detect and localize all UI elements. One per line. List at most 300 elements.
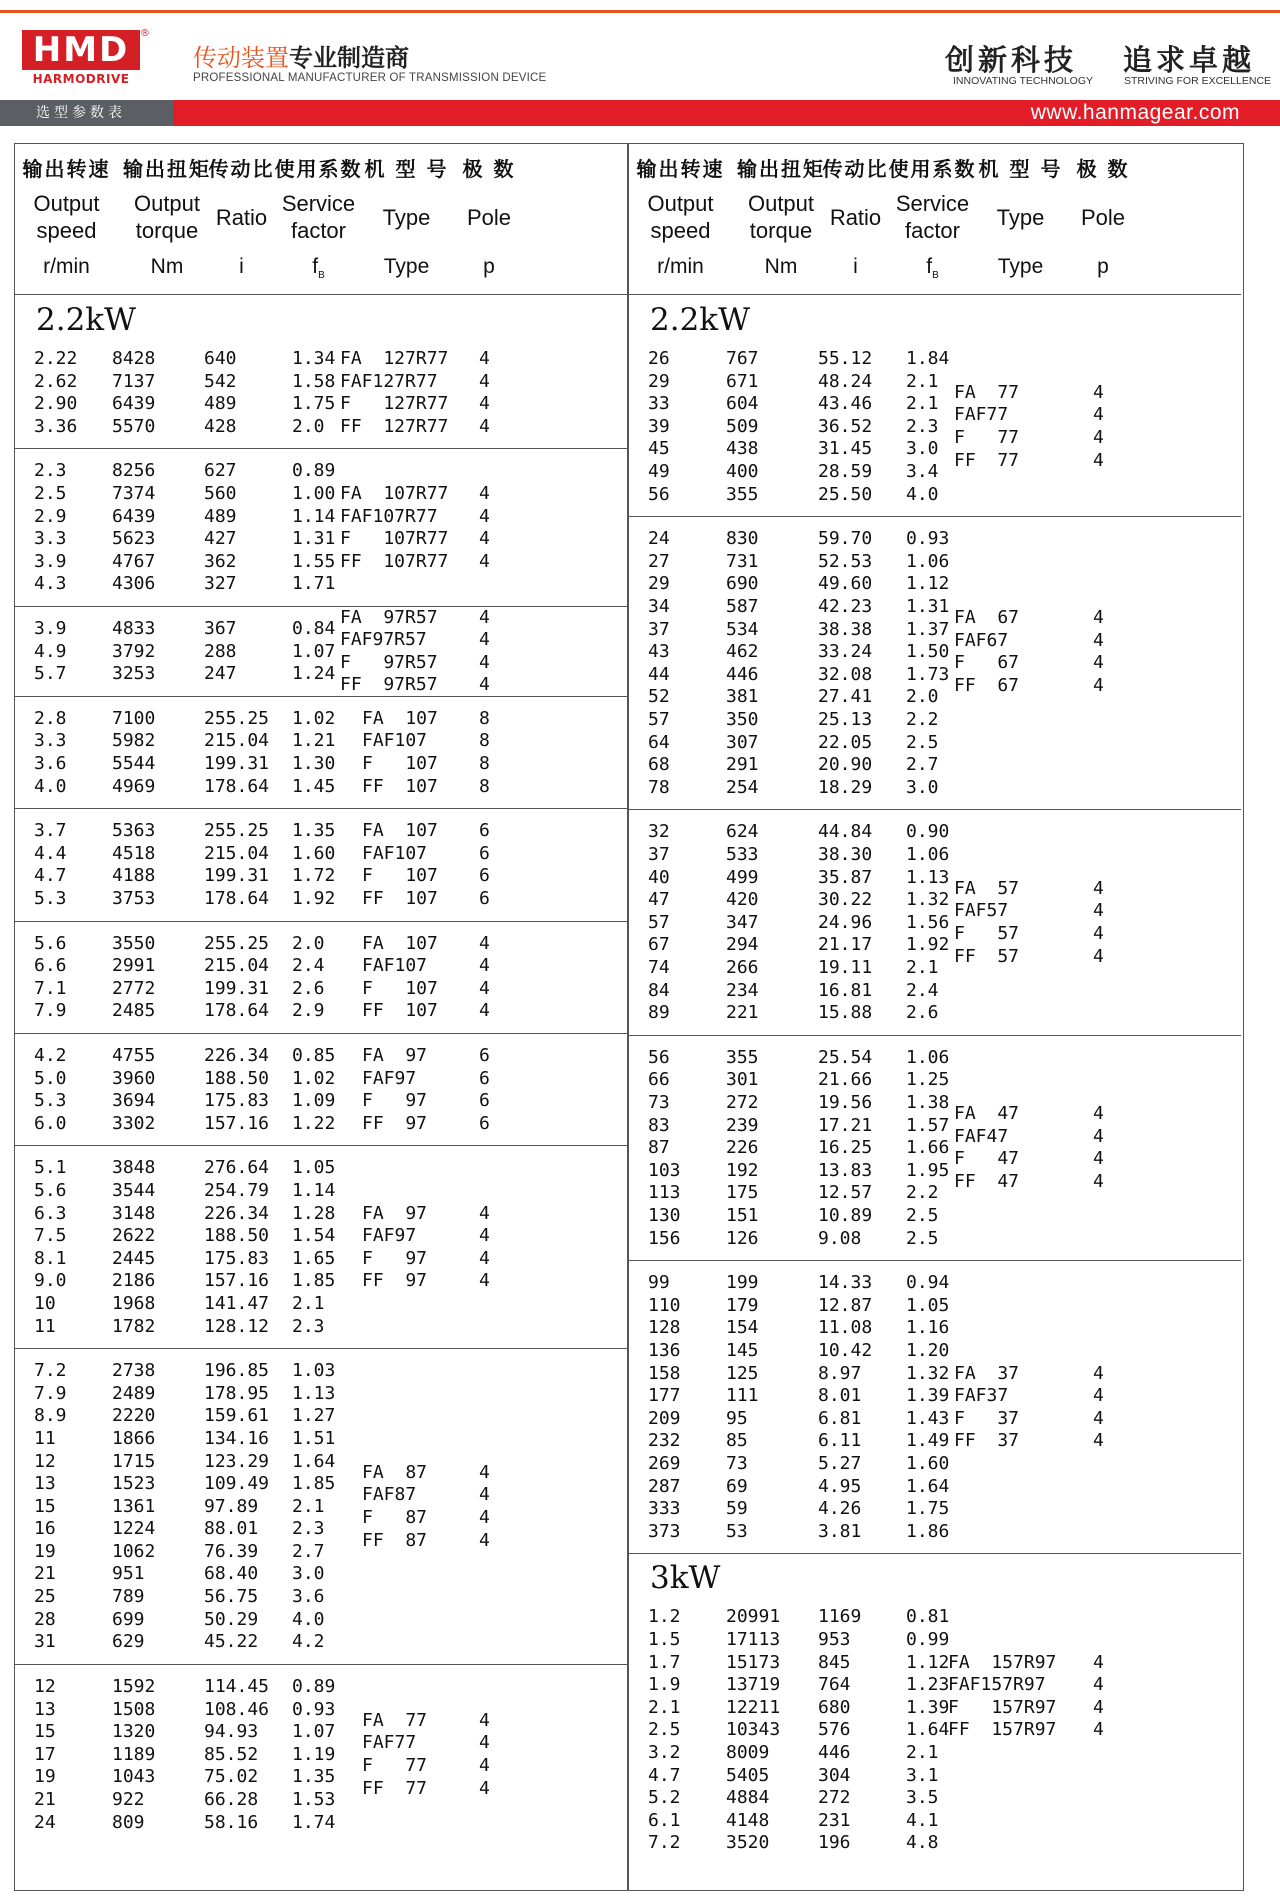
torque-cell: 2738 <box>112 1360 156 1382</box>
speed-cell: 4.7 <box>34 865 67 887</box>
power-title: 2.2kW <box>650 302 750 338</box>
column-header-en <box>628 189 733 245</box>
speed-cell: 33 <box>648 393 670 415</box>
type-cell: FF 127R77 <box>340 415 449 437</box>
ratio-cell: 764 <box>818 1674 851 1696</box>
torque-cell: 12211 <box>726 1696 781 1718</box>
factor-cell: 1.54 <box>292 1225 336 1247</box>
torque-cell: 533 <box>726 843 759 865</box>
type-cell: F 107 <box>362 752 438 774</box>
factor-cell: 1.66 <box>906 1137 950 1159</box>
speed-cell: 78 <box>648 776 670 798</box>
pole-cell: 4 <box>479 651 490 673</box>
column-header-en-text: Service factor <box>281 191 356 243</box>
ratio-cell: 6.81 <box>818 1407 862 1429</box>
type-row <box>628 630 1241 653</box>
factor-cell: 3.0 <box>292 1563 325 1585</box>
type-row <box>14 1225 627 1248</box>
type-row <box>628 946 1241 969</box>
company-logo <box>22 28 150 88</box>
model-group <box>628 1554 1241 1866</box>
factor-cell: 1.20 <box>906 1339 950 1361</box>
speed-cell: 52 <box>648 686 670 708</box>
ratio-cell: 42.23 <box>818 595 873 617</box>
speed-cell: 4.4 <box>34 842 67 864</box>
speed-cell: 5.7 <box>34 663 67 685</box>
factor-cell: 1.19 <box>292 1743 336 1765</box>
speed-cell: 209 <box>648 1407 681 1429</box>
torque-cell: 145 <box>726 1339 759 1361</box>
column-header-symbol: Type <box>383 255 430 278</box>
model-group <box>14 809 627 921</box>
table-row <box>14 573 627 596</box>
column-header-en-text: Output speed <box>33 191 100 243</box>
factor-cell: 1.06 <box>906 550 950 572</box>
torque-cell: 1320 <box>112 1721 156 1743</box>
torque-cell: 307 <box>726 731 759 753</box>
torque-cell: 2622 <box>112 1225 156 1247</box>
factor-cell: 1.56 <box>906 911 950 933</box>
ratio-cell: 6.11 <box>818 1430 862 1452</box>
pole-cell: 6 <box>479 842 490 864</box>
torque-cell: 179 <box>726 1294 759 1316</box>
type-row <box>628 1103 1241 1126</box>
factor-cell: 1.25 <box>906 1069 950 1091</box>
torque-cell: 199 <box>726 1272 759 1294</box>
torque-cell: 10343 <box>726 1719 781 1741</box>
torque-cell: 3148 <box>112 1202 156 1224</box>
speed-cell: 12 <box>34 1450 56 1472</box>
type-cell: FA 157R97 <box>948 1651 1057 1673</box>
pole-cell: 4 <box>1093 877 1104 899</box>
pole-cell: 8 <box>479 775 490 797</box>
speed-cell: 12 <box>34 1675 56 1697</box>
ratio-cell: 157.16 <box>204 1112 270 1134</box>
table-row <box>14 1609 627 1632</box>
torque-cell: 420 <box>726 889 759 911</box>
table-row <box>628 844 1241 867</box>
torque-cell: 509 <box>726 415 759 437</box>
ratio-cell: 58.16 <box>204 1811 259 1833</box>
factor-cell: 3.5 <box>906 1787 939 1809</box>
pole-cell: 4 <box>1093 629 1104 651</box>
factor-cell: 1.31 <box>906 595 950 617</box>
factor-cell: 1.85 <box>292 1473 336 1495</box>
ratio-cell: 14.33 <box>818 1272 873 1294</box>
speed-cell: 103 <box>648 1159 681 1181</box>
factor-cell: 1.53 <box>292 1788 336 1810</box>
speed-cell: 21 <box>34 1788 56 1810</box>
type-row <box>14 933 627 956</box>
type-block <box>14 1203 627 1293</box>
factor-cell: 1.43 <box>906 1407 950 1429</box>
ratio-cell: 68.40 <box>204 1563 259 1585</box>
torque-cell: 381 <box>726 686 759 708</box>
type-cell: FF 37 <box>954 1430 1020 1452</box>
factor-cell: 3.6 <box>292 1586 325 1608</box>
type-row <box>628 404 1241 427</box>
ratio-cell: 953 <box>818 1628 851 1650</box>
torque-cell: 5363 <box>112 820 156 842</box>
factor-cell: 1.35 <box>292 820 336 842</box>
torque-cell: 2489 <box>112 1382 156 1404</box>
pole-cell: 4 <box>1093 381 1104 403</box>
ratio-cell: 255.25 <box>204 707 270 729</box>
type-cell: FA 77 <box>362 1709 428 1731</box>
ratio-cell: 76.39 <box>204 1540 259 1562</box>
column-header-cn: 极 数 <box>1076 157 1130 181</box>
torque-cell: 2445 <box>112 1247 156 1269</box>
table-row <box>14 1405 627 1428</box>
ratio-cell: 215.04 <box>204 955 270 977</box>
section-label: 选型参数表 <box>0 100 173 126</box>
pole-cell: 4 <box>1093 923 1104 945</box>
pole-cell: 4 <box>1093 1651 1104 1673</box>
pole-cell: 4 <box>479 606 490 628</box>
torque-cell: 17113 <box>726 1628 781 1650</box>
type-cell: F 107 <box>362 865 438 887</box>
type-block <box>628 1652 1241 1742</box>
speed-cell: 43 <box>648 641 670 663</box>
type-row <box>628 1430 1241 1453</box>
type-cell: FAF67 <box>954 629 1009 651</box>
column-header-en-text: Output torque <box>133 191 201 243</box>
column-header-en <box>1068 189 1138 245</box>
type-cell: FF 87 <box>362 1529 428 1551</box>
type-block <box>14 820 627 910</box>
type-block <box>14 1462 627 1552</box>
factor-cell: 1.12 <box>906 573 950 595</box>
factor-cell: 0.89 <box>292 1675 336 1697</box>
speed-cell: 29 <box>648 370 670 392</box>
speed-cell: 11 <box>34 1315 56 1337</box>
factor-cell: 0.94 <box>906 1272 950 1294</box>
ratio-cell: 178.64 <box>204 1000 270 1022</box>
model-group <box>14 1034 627 1146</box>
factor-cell: 1.00 <box>292 482 336 504</box>
speed-cell: 28 <box>34 1608 56 1630</box>
table-row <box>14 1676 627 1699</box>
pole-cell: 4 <box>479 505 490 527</box>
speed-cell: 2.8 <box>34 707 67 729</box>
ratio-cell: 141.47 <box>204 1292 270 1314</box>
ratio-cell: 427 <box>204 528 237 550</box>
pole-cell: 4 <box>1093 1125 1104 1147</box>
pole-cell: 4 <box>1093 900 1104 922</box>
brand-name: HARMODRIVE <box>32 72 130 86</box>
type-cell: FF 157R97 <box>948 1719 1057 1741</box>
type-cell: FAF37 <box>954 1385 1009 1407</box>
torque-cell: 4306 <box>112 573 156 595</box>
pole-cell: 4 <box>479 629 490 651</box>
torque-cell: 7137 <box>112 370 156 392</box>
torque-cell: 3253 <box>112 663 156 685</box>
column-header-cn: 输出转速 <box>636 157 725 181</box>
speed-cell: 2.62 <box>34 370 78 392</box>
type-cell: FA 107 <box>362 932 438 954</box>
torque-cell: 6439 <box>112 505 156 527</box>
torque-cell: 1523 <box>112 1473 156 1495</box>
column-header-en-text: Ratio <box>829 204 882 230</box>
table-row <box>14 1157 627 1180</box>
speed-cell: 68 <box>648 754 670 776</box>
torque-cell: 73 <box>726 1452 748 1474</box>
table-row <box>628 1476 1241 1499</box>
type-cell: FAF97R57 <box>340 629 427 651</box>
type-cell: FF 97 <box>362 1270 428 1292</box>
torque-cell: 125 <box>726 1362 759 1384</box>
factor-cell: 2.2 <box>906 708 939 730</box>
type-cell: FA 67 <box>954 607 1020 629</box>
ratio-cell: 8.01 <box>818 1385 862 1407</box>
torque-cell: 85 <box>726 1430 748 1452</box>
table-row <box>628 821 1241 844</box>
type-cell: F 37 <box>954 1407 1020 1429</box>
column-header <box>14 143 627 295</box>
pole-cell: 4 <box>1093 1103 1104 1125</box>
table-row <box>628 1228 1241 1251</box>
factor-cell: 1.74 <box>292 1811 336 1833</box>
type-cell: FA 97 <box>362 1202 428 1224</box>
ratio-cell: 123.29 <box>204 1450 270 1472</box>
type-row <box>14 1484 627 1507</box>
torque-cell: 587 <box>726 595 759 617</box>
type-block <box>14 348 627 438</box>
type-block <box>628 1363 1241 1453</box>
speed-cell: 333 <box>648 1498 681 1520</box>
table-row <box>628 1787 1241 1810</box>
factor-cell: 1.49 <box>906 1430 950 1452</box>
torque-cell: 1189 <box>112 1743 156 1765</box>
speed-cell: 83 <box>648 1114 670 1136</box>
pole-cell: 6 <box>479 1112 490 1134</box>
ratio-cell: 25.54 <box>818 1046 873 1068</box>
torque-cell: 221 <box>726 1002 759 1024</box>
table-row <box>628 754 1241 777</box>
torque-cell: 175 <box>726 1182 759 1204</box>
torque-cell: 2186 <box>112 1270 156 1292</box>
table-row <box>14 460 627 483</box>
type-cell: F 77 <box>954 427 1020 449</box>
type-cell: F 97R57 <box>340 651 438 673</box>
type-cell: F 97 <box>362 1247 428 1269</box>
speed-cell: 7.1 <box>34 977 67 999</box>
ratio-cell: 272 <box>818 1787 851 1809</box>
type-cell: FA 127R77 <box>340 348 449 369</box>
type-row <box>14 1248 627 1271</box>
speed-cell: 3.9 <box>34 550 67 572</box>
torque-cell: 446 <box>726 663 759 685</box>
speed-cell: 15 <box>34 1495 56 1517</box>
type-cell: F 97 <box>362 1090 428 1112</box>
speed-cell: 4.3 <box>34 573 67 595</box>
factor-cell: 0.90 <box>906 821 950 843</box>
type-row <box>14 1203 627 1226</box>
speed-cell: 5.3 <box>34 1090 67 1112</box>
type-row <box>628 1719 1241 1742</box>
factor-cell: 2.7 <box>292 1540 325 1562</box>
speed-cell: 19 <box>34 1540 56 1562</box>
ratio-cell: 288 <box>204 640 237 662</box>
type-row <box>14 1270 627 1293</box>
ratio-cell: 254.79 <box>204 1179 270 1201</box>
torque-cell: 4833 <box>112 617 156 639</box>
speed-cell: 8.9 <box>34 1405 67 1427</box>
factor-cell: 2.3 <box>292 1315 325 1337</box>
column-header-symbol: Nm <box>764 255 798 278</box>
torque-cell: 3848 <box>112 1157 156 1179</box>
ratio-cell: 33.24 <box>818 641 873 663</box>
type-row <box>14 371 627 394</box>
pole-cell: 4 <box>479 348 490 369</box>
factor-cell: 2.7 <box>906 754 939 776</box>
factor-cell: 1.05 <box>292 1157 336 1179</box>
ratio-cell: 25.13 <box>818 708 873 730</box>
ratio-cell: 178.95 <box>204 1382 270 1404</box>
ratio-cell: 188.50 <box>204 1067 270 1089</box>
speed-cell: 24 <box>34 1811 56 1833</box>
speed-cell: 3.6 <box>34 752 67 774</box>
table-row <box>628 1832 1241 1855</box>
slogan2-chinese: 追求卓越 <box>1123 43 1256 77</box>
symbol-subscript: B <box>318 270 325 282</box>
ratio-cell: 31.45 <box>818 438 873 460</box>
ratio-cell: 489 <box>204 393 237 415</box>
torque-cell: 629 <box>112 1631 145 1653</box>
factor-cell: 1.27 <box>292 1405 336 1427</box>
ratio-cell: 16.25 <box>818 1137 873 1159</box>
torque-cell: 294 <box>726 934 759 956</box>
model-group <box>628 810 1241 1035</box>
ratio-cell: 5.27 <box>818 1452 862 1474</box>
torque-cell: 438 <box>726 438 759 460</box>
ratio-cell: 276.64 <box>204 1157 270 1179</box>
factor-cell: 1.92 <box>292 887 336 909</box>
type-row <box>628 675 1241 698</box>
torque-cell: 3520 <box>726 1832 770 1854</box>
type-row <box>14 1113 627 1136</box>
type-block <box>628 1103 1241 1193</box>
torque-cell: 266 <box>726 956 759 978</box>
ratio-cell: 247 <box>204 663 237 685</box>
factor-cell: 4.8 <box>906 1832 939 1854</box>
pole-cell: 4 <box>479 1270 490 1292</box>
factor-cell: 1.64 <box>906 1475 950 1497</box>
ratio-cell: 178.64 <box>204 887 270 909</box>
column-header-cn: 输出扭矩 <box>737 157 825 181</box>
factor-cell: 2.9 <box>292 1000 325 1022</box>
speed-cell: 13 <box>34 1698 56 1720</box>
type-cell: FF 97R57 <box>340 674 438 696</box>
pole-cell: 4 <box>1093 427 1104 449</box>
type-cell: FF 77 <box>362 1777 428 1799</box>
factor-cell: 4.0 <box>292 1608 325 1630</box>
column-header-en-text: Output speed <box>647 191 714 243</box>
ratio-cell: 109.49 <box>204 1473 270 1495</box>
factor-cell: 1.55 <box>292 550 336 572</box>
speed-cell: 57 <box>648 911 670 933</box>
speed-cell: 40 <box>648 866 670 888</box>
speed-cell: 66 <box>648 1069 670 1091</box>
pole-cell: 4 <box>1093 1362 1104 1384</box>
pole-cell: 4 <box>479 1709 490 1731</box>
group-list <box>628 296 1241 1866</box>
ratio-cell: 94.93 <box>204 1721 259 1743</box>
pole-cell: 4 <box>1093 1171 1104 1193</box>
factor-cell: 2.6 <box>292 977 325 999</box>
column-header-en-text: Pole <box>1080 204 1126 230</box>
torque-cell: 5982 <box>112 730 156 752</box>
torque-cell: 15173 <box>726 1651 781 1673</box>
factor-cell: 1.95 <box>906 1159 950 1181</box>
type-cell: F 107R77 <box>340 528 449 550</box>
column-header-cn: 传动比 <box>208 157 275 181</box>
speed-cell: 4.9 <box>34 640 67 662</box>
ratio-cell: 680 <box>818 1696 851 1718</box>
speed-cell: 34 <box>648 595 670 617</box>
table-row <box>628 1453 1241 1476</box>
torque-cell: 7374 <box>112 482 156 504</box>
torque-cell: 6439 <box>112 393 156 415</box>
type-row <box>14 652 627 675</box>
ratio-cell: 11.08 <box>818 1317 873 1339</box>
ratio-cell: 196.85 <box>204 1360 270 1382</box>
factor-cell: 2.6 <box>906 1002 939 1024</box>
speed-cell: 4.2 <box>34 1044 67 1066</box>
speed-cell: 2.5 <box>34 482 67 504</box>
speed-cell: 10 <box>34 1292 56 1314</box>
website-url: www.hanmagear.com <box>1030 101 1240 124</box>
type-row <box>14 865 627 888</box>
factor-cell: 2.0 <box>292 415 325 437</box>
type-row <box>628 1148 1241 1171</box>
slogan1-chinese: 创新科技 <box>945 43 1078 77</box>
model-group <box>628 517 1241 810</box>
type-cell: FAF97 <box>362 1225 417 1247</box>
factor-cell: 2.1 <box>292 1495 325 1517</box>
torque-cell: 604 <box>726 393 759 415</box>
speed-cell: 99 <box>648 1272 670 1294</box>
factor-cell: 2.5 <box>906 731 939 753</box>
speed-cell: 158 <box>648 1362 681 1384</box>
speed-cell: 110 <box>648 1294 681 1316</box>
torque-cell: 951 <box>112 1563 145 1585</box>
ratio-cell: 199.31 <box>204 977 270 999</box>
pole-cell: 4 <box>1093 607 1104 629</box>
torque-cell: 462 <box>726 641 759 663</box>
torque-cell: 192 <box>726 1159 759 1181</box>
torque-cell: 5570 <box>112 415 156 437</box>
type-cell: F 77 <box>362 1755 428 1777</box>
pole-cell: 4 <box>1093 449 1104 471</box>
type-row <box>14 674 627 697</box>
type-cell: FF 107 <box>362 1000 438 1022</box>
pole-cell: 4 <box>1093 945 1104 967</box>
speed-cell: 32 <box>648 821 670 843</box>
pole-cell: 4 <box>479 977 490 999</box>
table-row <box>628 1765 1241 1788</box>
ratio-cell: 27.41 <box>818 686 873 708</box>
speed-cell: 5.3 <box>34 887 67 909</box>
speed-cell: 1.9 <box>648 1674 681 1696</box>
speed-cell: 6.0 <box>34 1112 67 1134</box>
speed-cell: 3.7 <box>34 820 67 842</box>
ratio-cell: 10.89 <box>818 1204 873 1226</box>
type-cell: FF 47 <box>954 1171 1020 1193</box>
pole-cell: 4 <box>479 1225 490 1247</box>
factor-cell: 1.02 <box>292 1067 336 1089</box>
table-row <box>628 777 1241 800</box>
